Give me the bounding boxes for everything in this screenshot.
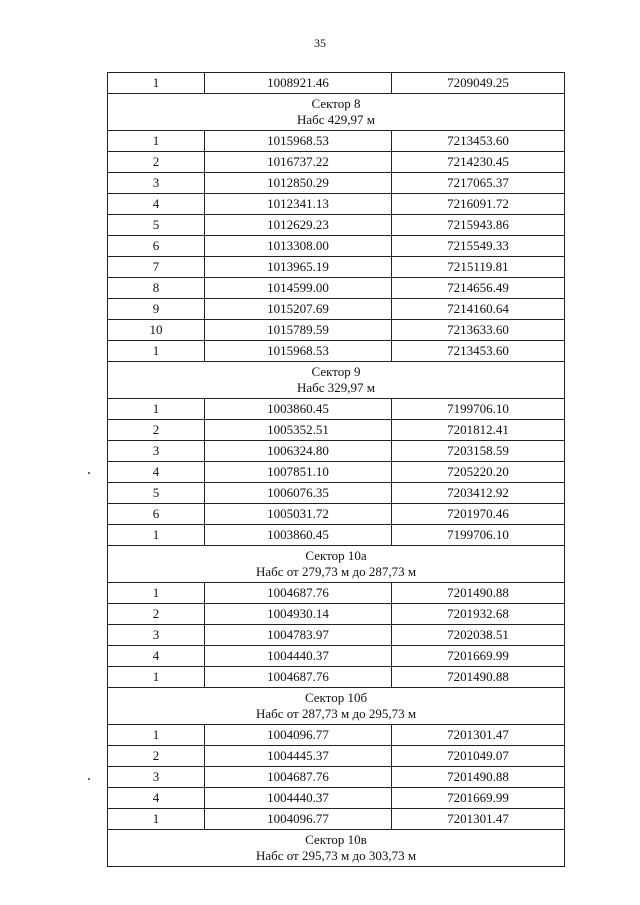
y-coordinate-cell: 7209049.25 (392, 73, 565, 94)
y-coordinate-cell: 7201669.99 (392, 788, 565, 809)
sector-altitude: Набс 429,97 м (296, 112, 376, 127)
point-number-cell: 1 (108, 73, 205, 94)
sector-title: Сектор 9 (311, 364, 361, 379)
point-number-cell: 3 (108, 173, 205, 194)
table-row (108, 131, 565, 152)
sector-header-row (108, 546, 565, 583)
y-coordinate-cell: 7213453.60 (392, 341, 565, 362)
x-coordinate-cell: 1004440.37 (205, 646, 392, 667)
table-row (108, 299, 565, 320)
table-row (108, 420, 565, 441)
y-coordinate-cell: 7214230.45 (392, 152, 565, 173)
point-number-cell: 2 (108, 420, 205, 441)
point-number-cell: 1 (108, 341, 205, 362)
point-number-cell: 1 (108, 399, 205, 420)
x-coordinate-cell: 1012850.29 (205, 173, 392, 194)
table-row (108, 604, 565, 625)
table-row (108, 73, 565, 94)
x-coordinate-cell: 1006324.80 (205, 441, 392, 462)
y-coordinate-cell: 7201301.47 (392, 809, 565, 830)
table-row (108, 173, 565, 194)
table-row (108, 194, 565, 215)
table-row (108, 236, 565, 257)
y-coordinate-cell: 7201970.46 (392, 504, 565, 525)
point-number-cell: 3 (108, 625, 205, 646)
sector-title: Сектор 8 (311, 96, 361, 111)
x-coordinate-cell: 1004687.76 (205, 583, 392, 604)
x-coordinate-cell: 1014599.00 (205, 278, 392, 299)
table-row (108, 504, 565, 525)
coordinates-table (107, 72, 565, 867)
table-row (108, 257, 565, 278)
y-coordinate-cell: 7213633.60 (392, 320, 565, 341)
sector-header-row (108, 362, 565, 399)
sector-title: Сектор 10а (305, 548, 367, 563)
sector-header-cell (108, 362, 565, 399)
point-number-cell: 5 (108, 215, 205, 236)
sector-header-cell (108, 94, 565, 131)
y-coordinate-cell: 7214160.64 (392, 299, 565, 320)
y-coordinate-cell: 7203412.92 (392, 483, 565, 504)
point-number-cell: 4 (108, 788, 205, 809)
y-coordinate-cell: 7216091.72 (392, 194, 565, 215)
x-coordinate-cell: 1015968.53 (205, 131, 392, 152)
y-coordinate-cell: 7199706.10 (392, 525, 565, 546)
x-coordinate-cell: 1004687.76 (205, 667, 392, 688)
y-coordinate-cell: 7201812.41 (392, 420, 565, 441)
table-row (108, 483, 565, 504)
point-number-cell: 9 (108, 299, 205, 320)
x-coordinate-cell: 1013965.19 (205, 257, 392, 278)
table-row (108, 746, 565, 767)
page-number: 35 (314, 36, 326, 50)
sector-title: Сектор 10в (305, 832, 367, 847)
x-coordinate-cell: 1006076.35 (205, 483, 392, 504)
y-coordinate-cell: 7201490.88 (392, 583, 565, 604)
x-coordinate-cell: 1015789.59 (205, 320, 392, 341)
point-number-cell: 1 (108, 525, 205, 546)
x-coordinate-cell: 1003860.45 (205, 525, 392, 546)
sector-altitude: Набс 329,97 м (296, 380, 376, 395)
point-number-cell: 4 (108, 462, 205, 483)
x-coordinate-cell: 1004930.14 (205, 604, 392, 625)
table-row (108, 625, 565, 646)
scan-speck (88, 472, 90, 474)
point-number-cell: 6 (108, 236, 205, 257)
y-coordinate-cell: 7217065.37 (392, 173, 565, 194)
y-coordinate-cell: 7215549.33 (392, 236, 565, 257)
table-row (108, 725, 565, 746)
y-coordinate-cell: 7203158.59 (392, 441, 565, 462)
table-row (108, 278, 565, 299)
sector-title: Сектор 10б (304, 690, 368, 705)
x-coordinate-cell: 1015207.69 (205, 299, 392, 320)
point-number-cell: 4 (108, 194, 205, 215)
x-coordinate-cell: 1005352.51 (205, 420, 392, 441)
y-coordinate-cell: 7215119.81 (392, 257, 565, 278)
sector-altitude: Набс от 287,73 м до 295,73 м (255, 706, 417, 721)
point-number-cell: 1 (108, 725, 205, 746)
sector-header-row (108, 688, 565, 725)
point-number-cell: 5 (108, 483, 205, 504)
coordinates-table-body (108, 73, 565, 867)
point-number-cell: 2 (108, 604, 205, 625)
table-row (108, 767, 565, 788)
x-coordinate-cell: 1016737.22 (205, 152, 392, 173)
x-coordinate-cell: 1013308.00 (205, 236, 392, 257)
point-number-cell: 1 (108, 131, 205, 152)
point-number-cell: 7 (108, 257, 205, 278)
point-number-cell: 1 (108, 667, 205, 688)
x-coordinate-cell: 1004445.37 (205, 746, 392, 767)
y-coordinate-cell: 7201049.07 (392, 746, 565, 767)
y-coordinate-cell: 7201490.88 (392, 667, 565, 688)
point-number-cell: 2 (108, 152, 205, 173)
x-coordinate-cell: 1004440.37 (205, 788, 392, 809)
y-coordinate-cell: 7201932.68 (392, 604, 565, 625)
point-number-cell: 6 (108, 504, 205, 525)
y-coordinate-cell: 7201301.47 (392, 725, 565, 746)
x-coordinate-cell: 1003860.45 (205, 399, 392, 420)
table-row (108, 152, 565, 173)
scan-speck (88, 778, 90, 780)
table-row (108, 215, 565, 236)
point-number-cell: 8 (108, 278, 205, 299)
point-number-cell: 1 (108, 809, 205, 830)
sector-header-cell (108, 830, 565, 867)
y-coordinate-cell: 7201490.88 (392, 767, 565, 788)
x-coordinate-cell: 1015968.53 (205, 341, 392, 362)
point-number-cell: 10 (108, 320, 205, 341)
sector-altitude: Набс от 295,73 м до 303,73 м (255, 848, 417, 863)
x-coordinate-cell: 1004687.76 (205, 767, 392, 788)
table-row (108, 320, 565, 341)
point-number-cell: 4 (108, 646, 205, 667)
table-row (108, 646, 565, 667)
table-row (108, 525, 565, 546)
x-coordinate-cell: 1004096.77 (205, 725, 392, 746)
y-coordinate-cell: 7201669.99 (392, 646, 565, 667)
y-coordinate-cell: 7205220.20 (392, 462, 565, 483)
y-coordinate-cell: 7199706.10 (392, 399, 565, 420)
sector-header-row (108, 94, 565, 131)
table-row (108, 341, 565, 362)
sector-header-cell (108, 546, 565, 583)
sector-header-row (108, 830, 565, 867)
sector-altitude: Набс от 279,73 м до 287,73 м (255, 564, 417, 579)
point-number-cell: 3 (108, 441, 205, 462)
table-row (108, 441, 565, 462)
x-coordinate-cell: 1012629.23 (205, 215, 392, 236)
x-coordinate-cell: 1008921.46 (205, 73, 392, 94)
x-coordinate-cell: 1004783.97 (205, 625, 392, 646)
table-row (108, 667, 565, 688)
point-number-cell: 3 (108, 767, 205, 788)
table-row (108, 788, 565, 809)
y-coordinate-cell: 7214656.49 (392, 278, 565, 299)
table-row (108, 809, 565, 830)
table-row (108, 462, 565, 483)
x-coordinate-cell: 1004096.77 (205, 809, 392, 830)
x-coordinate-cell: 1005031.72 (205, 504, 392, 525)
point-number-cell: 2 (108, 746, 205, 767)
x-coordinate-cell: 1012341.13 (205, 194, 392, 215)
y-coordinate-cell: 7202038.51 (392, 625, 565, 646)
sector-header-cell (108, 688, 565, 725)
y-coordinate-cell: 7213453.60 (392, 131, 565, 152)
y-coordinate-cell: 7215943.86 (392, 215, 565, 236)
point-number-cell: 1 (108, 583, 205, 604)
table-row (108, 399, 565, 420)
x-coordinate-cell: 1007851.10 (205, 462, 392, 483)
table-row (108, 583, 565, 604)
